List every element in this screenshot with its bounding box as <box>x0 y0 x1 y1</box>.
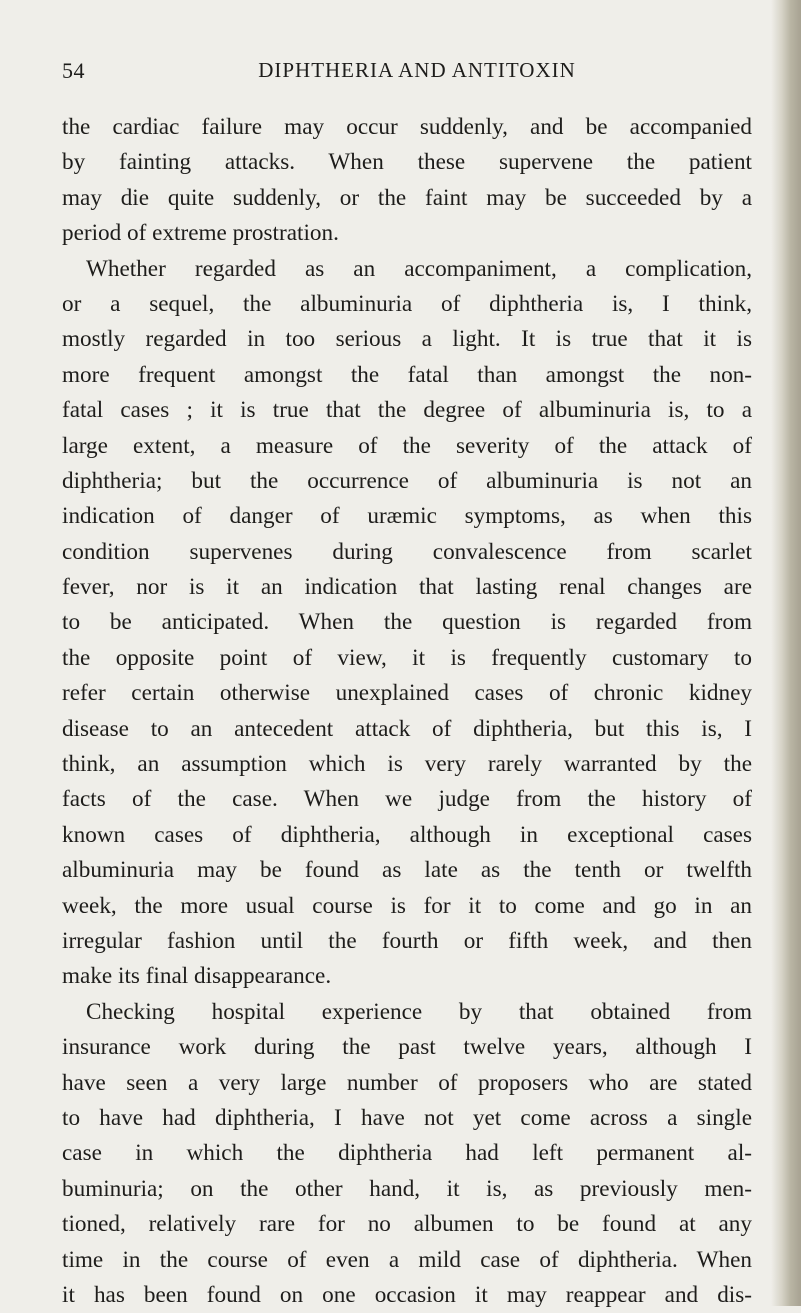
text-line: make its final disappearance. <box>62 963 332 990</box>
text-line: disease to an antecedent attack of diphtheria, but this is, I <box>62 715 752 742</box>
text-line: large extent, a measure of the severity of the attack of <box>62 432 752 459</box>
text-line: Whether regarded as an accompaniment, a complication, <box>86 255 752 282</box>
text-line: fever, nor is it an indication that lasting renal changes are <box>62 574 752 601</box>
text-line: by fainting attacks. When these supervene the patient <box>62 149 752 176</box>
text-line: week, the more usual course is for it to come and go in an <box>62 892 752 919</box>
book-page <box>62 58 752 1313</box>
running-head-title: DIPHTHERIA AND ANTITOXIN <box>258 58 576 82</box>
text-line: indication of danger of uræmic symptoms, as when this <box>62 503 752 530</box>
text-line: diphtheria; but the occurrence of albuminuria is not an <box>62 467 752 494</box>
text-line: the opposite point of view, it is frequently customary to <box>62 644 752 671</box>
text-line: think, an assumption which is very rarely warranted by the <box>62 751 752 778</box>
page-number: 54 <box>62 58 85 83</box>
text-line: have seen a very large number of proposers who are stated <box>62 1069 752 1096</box>
text-line: facts of the case. When we judge from the history of <box>62 786 752 813</box>
page-edge-shadow <box>771 0 801 1306</box>
text-line: case in which the diphtheria had left permanent al- <box>62 1140 752 1167</box>
text-line: known cases of diphtheria, although in exceptional cases <box>62 821 752 848</box>
text-line: refer certain otherwise unexplained cases of chronic kidney <box>62 680 752 707</box>
text-line: tioned, relatively rare for no albumen to be found at any <box>62 1211 752 1238</box>
text-line: fatal cases ; it is true that the degree of albuminuria is, to a <box>62 397 752 424</box>
text-line: or a sequel, the albuminuria of diphtheria is, I think, <box>62 290 752 317</box>
text-line: to have had diphtheria, I have not yet come across a single <box>62 1104 752 1131</box>
text-line: condition supervenes during convalescence from scarlet <box>62 538 752 565</box>
text-line: the cardiac failure may occur suddenly, and be accompanied <box>62 114 752 140</box>
text-line: insurance work during the past twelve years, although I <box>62 1034 752 1061</box>
text-line: more frequent amongst the fatal than amongst the non- <box>62 361 752 388</box>
running-head <box>62 58 752 92</box>
text-line: albuminuria may be found as late as the tenth or twelfth <box>62 857 752 884</box>
text-line: irregular fashion until the fourth or fifth week, and then <box>62 927 752 954</box>
text-line: period of extreme prostration. <box>62 220 339 247</box>
text-line: buminuria; on the other hand, it is, as previously men- <box>62 1175 752 1202</box>
text-line: it has been found on one occasion it may reappear and dis- <box>62 1281 752 1308</box>
text-line: may die quite suddenly, or the faint may be succeeded by a <box>62 184 752 211</box>
text-line: Checking hospital experience by that obtained from <box>86 998 752 1025</box>
text-line: mostly regarded in too serious a light. It is true that it is <box>62 326 752 353</box>
text-line: to be anticipated. When the question is regarded from <box>62 609 752 636</box>
text-line: time in the course of even a mild case of diphtheria. When <box>62 1246 752 1273</box>
body-text <box>62 110 752 1313</box>
